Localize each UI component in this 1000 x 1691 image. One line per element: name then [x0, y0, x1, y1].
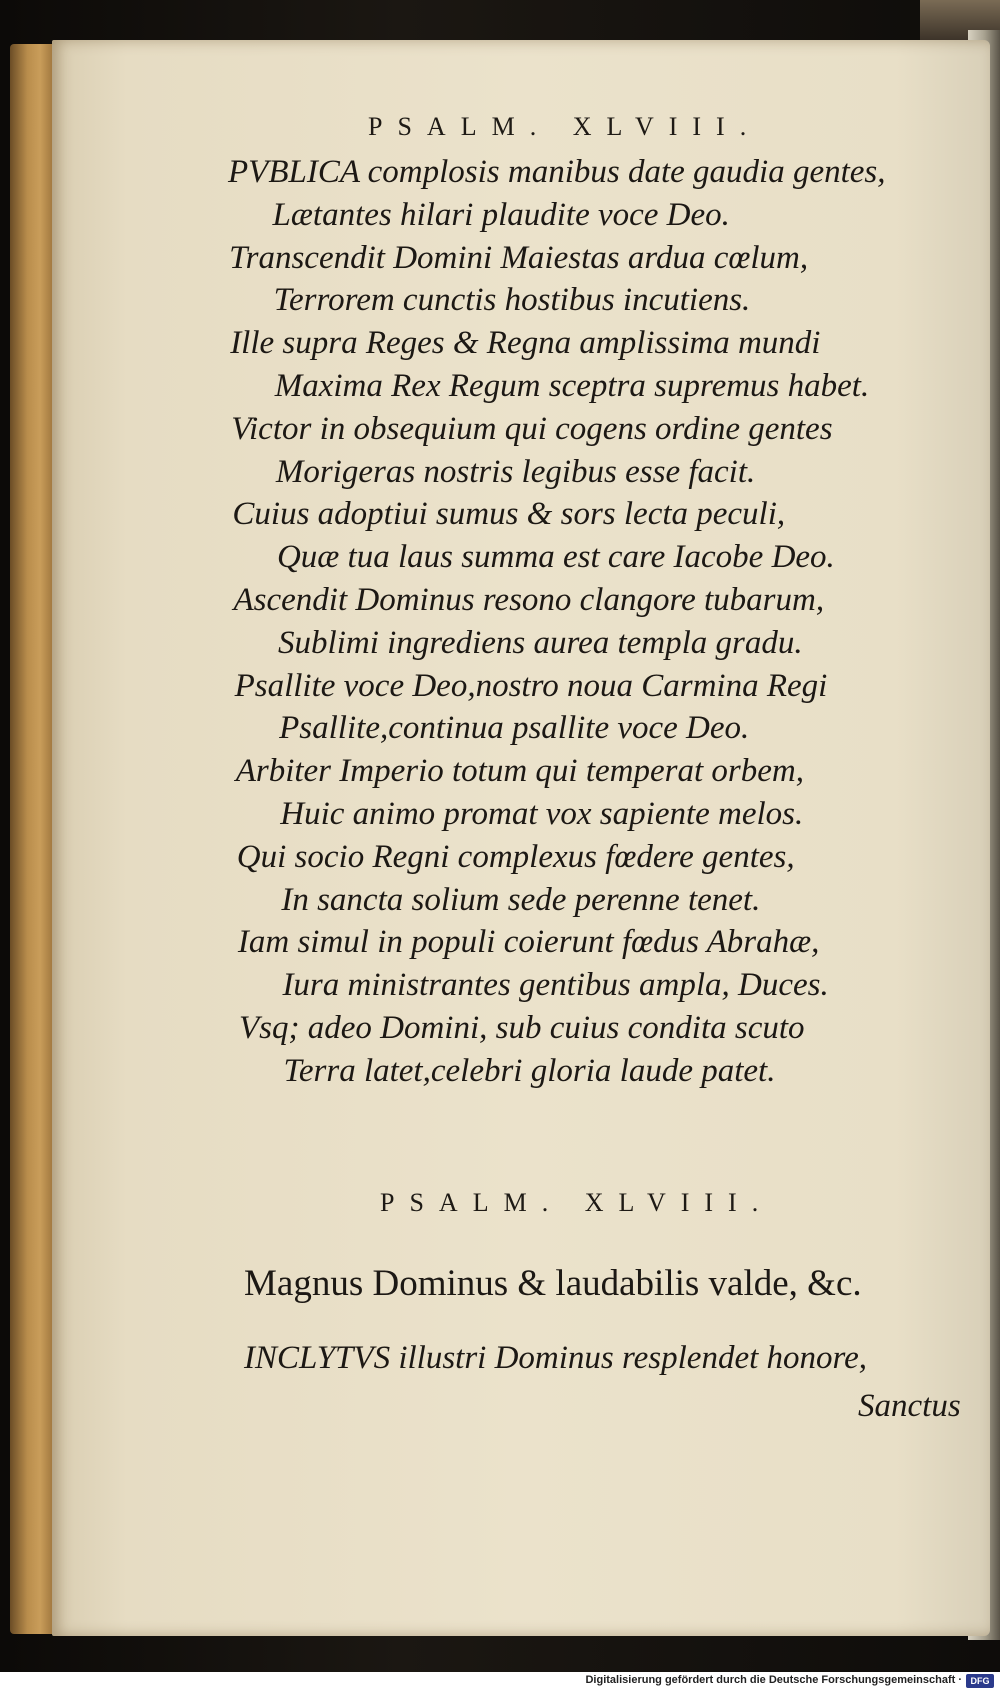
verse-line-hexameter: Qui socio Regni complexus fœdere gentes,: [236, 838, 795, 875]
psalm-incipit: Magnus Dominus & laudabilis valde, &c.: [244, 1263, 862, 1304]
verse-line-hexameter: Ascendit Dominus resono clangore tubarum,: [233, 582, 825, 618]
verse-line-pentameter: Huic animo promat vox sapiente melos.: [280, 796, 804, 832]
verse-line-pentameter: Terrorem cunctis hostibus incutiens.: [273, 282, 751, 319]
verse-line-pentameter: Lætantes hilari plaudite voce Deo.: [272, 196, 730, 233]
verse-line-hexameter: Victor in obsequium qui cogens ordine gentes: [231, 410, 833, 447]
psalm-heading-second: PSALM. XLVIII.: [380, 1188, 774, 1217]
verse-line-hexameter: Arbiter Imperio totum qui temperat orbem,: [235, 753, 804, 790]
verse-line-hexameter: PVBLICA complosis manibus date gaudia gentes,: [228, 154, 886, 190]
dfg-logo: DFG: [966, 1674, 994, 1688]
verse-line-pentameter: Maxima Rex Regum sceptra supremus habet.: [274, 368, 870, 404]
verse-line-hexameter: Ille supra Reges & Regna amplissima mundi: [230, 325, 821, 362]
footer-credit: Digitalisierung gefördert durch die Deutsche Forschungsgemeinschaft ·: [585, 1674, 962, 1686]
verse-line-hexameter: Psallite voce Deo,nostro noua Carmina Regi: [234, 667, 828, 704]
verse-line-hexameter: Vsq; adeo Domini, sub cuius condita scuto: [239, 1010, 805, 1046]
psalm-first-line: INCLYTVS illustri Dominus resplendet honore,: [244, 1340, 868, 1376]
verse-line-pentameter: In sancta solium sede perenne tenet.: [281, 881, 761, 918]
verse-line-hexameter: Iam simul in populi coierunt fœdus Abrahæ,: [237, 924, 820, 961]
verse-line-hexameter: Cuius adoptiui sumus & sors lecta peculi,: [232, 496, 786, 533]
verse-line-pentameter: Terra latet,celebri gloria laude patet.: [283, 1052, 776, 1089]
verse-line-hexameter: Transcendit Domini Maiestas ardua cœlum,: [229, 239, 809, 276]
verse-line-pentameter: Morigeras nostris legibus esse facit.: [275, 453, 756, 490]
verse-line-pentameter: Sublimi ingrediens aurea templa gradu.: [278, 624, 803, 661]
verse-line-pentameter: Iura ministrantes gentibus ampla, Duces.: [282, 967, 829, 1004]
psalm-heading: PSALM. XLVIII.: [368, 112, 762, 141]
verse-line-pentameter: Psallite,continua psallite voce Deo.: [279, 710, 750, 747]
digitization-footer: [0, 1672, 1000, 1691]
catchword: Sanctus: [858, 1388, 961, 1424]
verse-line-pentameter: Quæ tua laus summa est care Iacobe Deo.: [276, 539, 835, 576]
